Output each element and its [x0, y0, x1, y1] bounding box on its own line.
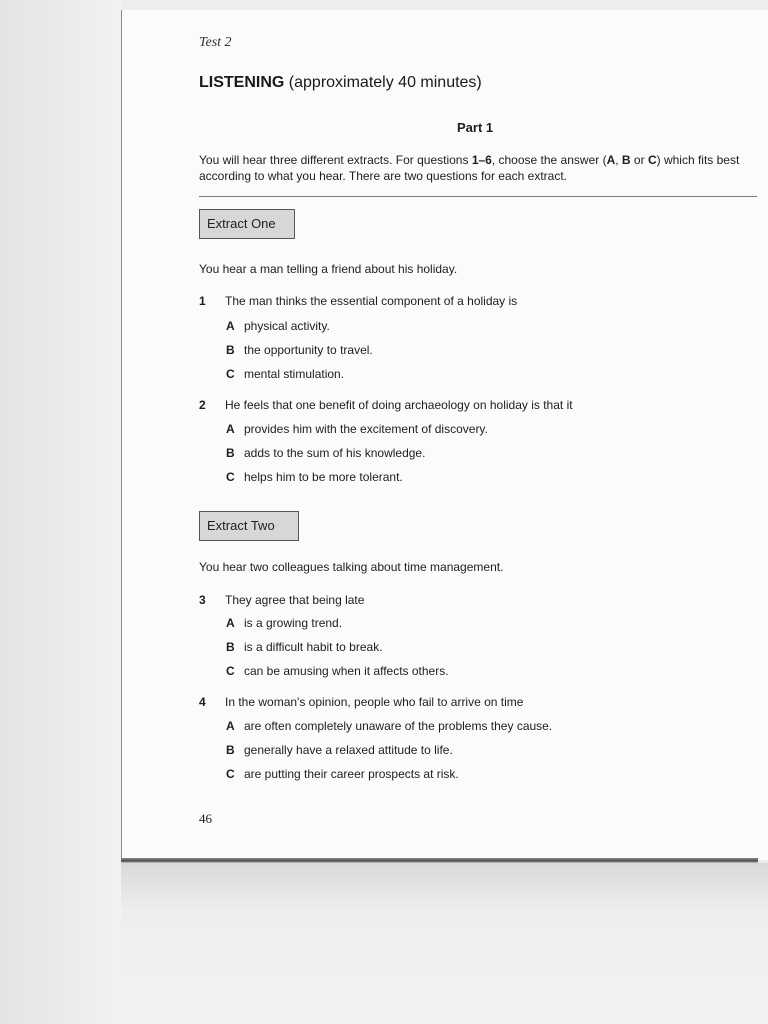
test-label: Test 2	[199, 35, 232, 50]
extract-two-heading: Extract Two	[199, 511, 299, 541]
question-4-option-c-letter: C	[226, 767, 235, 781]
instructions-text: You will hear three different extracts. For questions	[199, 153, 472, 167]
question-1-option-b: the opportunity to travel.	[244, 343, 373, 357]
question-3-option-c-letter: C	[226, 664, 235, 678]
question-2-option-c: helps him to be more tolerant.	[244, 470, 403, 484]
instructions-text: , choose the answer (	[491, 153, 607, 167]
question-2-stem: He feels that one benefit of doing archaeology on holiday is that it	[225, 398, 573, 412]
instructions-text: ) which fits best according to what you hear. There are two questions for each extract.	[199, 153, 740, 183]
page-number: 46	[199, 811, 212, 826]
question-2-option-a: provides him with the excitement of discovery.	[244, 422, 488, 436]
instructions-bold: C	[647, 153, 657, 167]
question-4-stem: In the woman's opinion, people who fail to arrive on time	[225, 695, 524, 709]
question-2-option-c-letter: C	[226, 470, 235, 484]
extract-one-context: You hear a man telling a friend about his holiday.	[199, 262, 458, 276]
question-1-option-b-letter: B	[226, 343, 235, 357]
question-3-option-a: is a growing trend.	[244, 616, 343, 630]
instructions-bold: 1–6	[471, 153, 492, 167]
question-4-option-a: are often completely unaware of the problems they cause.	[244, 719, 553, 733]
question-4-option-a-letter: A	[226, 719, 235, 733]
question-1-stem: The man thinks the essential component of a holiday is	[225, 294, 518, 308]
question-2-option-b: adds to the sum of his knowledge.	[244, 446, 426, 460]
question-3-number: 3	[199, 593, 206, 607]
section-title-bold: LISTENING	[199, 74, 285, 91]
question-1-option-a-letter: A	[226, 319, 235, 333]
left-page-shadow	[0, 0, 122, 1024]
question-4-number: 4	[199, 695, 206, 709]
question-2-number: 2	[199, 398, 206, 412]
extract-two-context: You hear two colleagues talking about time management.	[199, 560, 504, 574]
divider-rule	[199, 196, 757, 197]
question-1-option-a: physical activity.	[244, 319, 330, 333]
instructions-text: ,	[615, 153, 622, 167]
question-3-option-c: can be amusing when it affects others.	[244, 664, 449, 678]
section-title	[199, 74, 482, 92]
instructions	[199, 152, 759, 184]
question-3-option-b-letter: B	[226, 640, 235, 654]
question-3-stem: They agree that being late	[225, 593, 365, 607]
section-title-duration: (approximately 40 minutes)	[284, 74, 482, 91]
instructions-bold: B	[621, 153, 631, 167]
question-2-option-a-letter: A	[226, 422, 235, 436]
question-1-number: 1	[199, 294, 206, 308]
part-heading: Part 1	[457, 120, 494, 135]
question-1-option-c-letter: C	[226, 367, 235, 381]
question-4-option-b-letter: B	[226, 743, 235, 757]
instructions-text: or	[630, 153, 648, 167]
question-4-option-b: generally have a relaxed attitude to life.	[244, 743, 453, 757]
extract-one-heading: Extract One	[199, 209, 295, 239]
question-1-option-c: mental stimulation.	[244, 367, 345, 381]
question-3-option-b: is a difficult habit to break.	[244, 640, 383, 654]
instructions-bold: A	[606, 153, 616, 167]
question-4-option-c: are putting their career prospects at risk.	[244, 767, 459, 781]
question-3-option-a-letter: A	[226, 616, 235, 630]
scan-background	[121, 863, 768, 1024]
question-2-option-b-letter: B	[226, 446, 235, 460]
